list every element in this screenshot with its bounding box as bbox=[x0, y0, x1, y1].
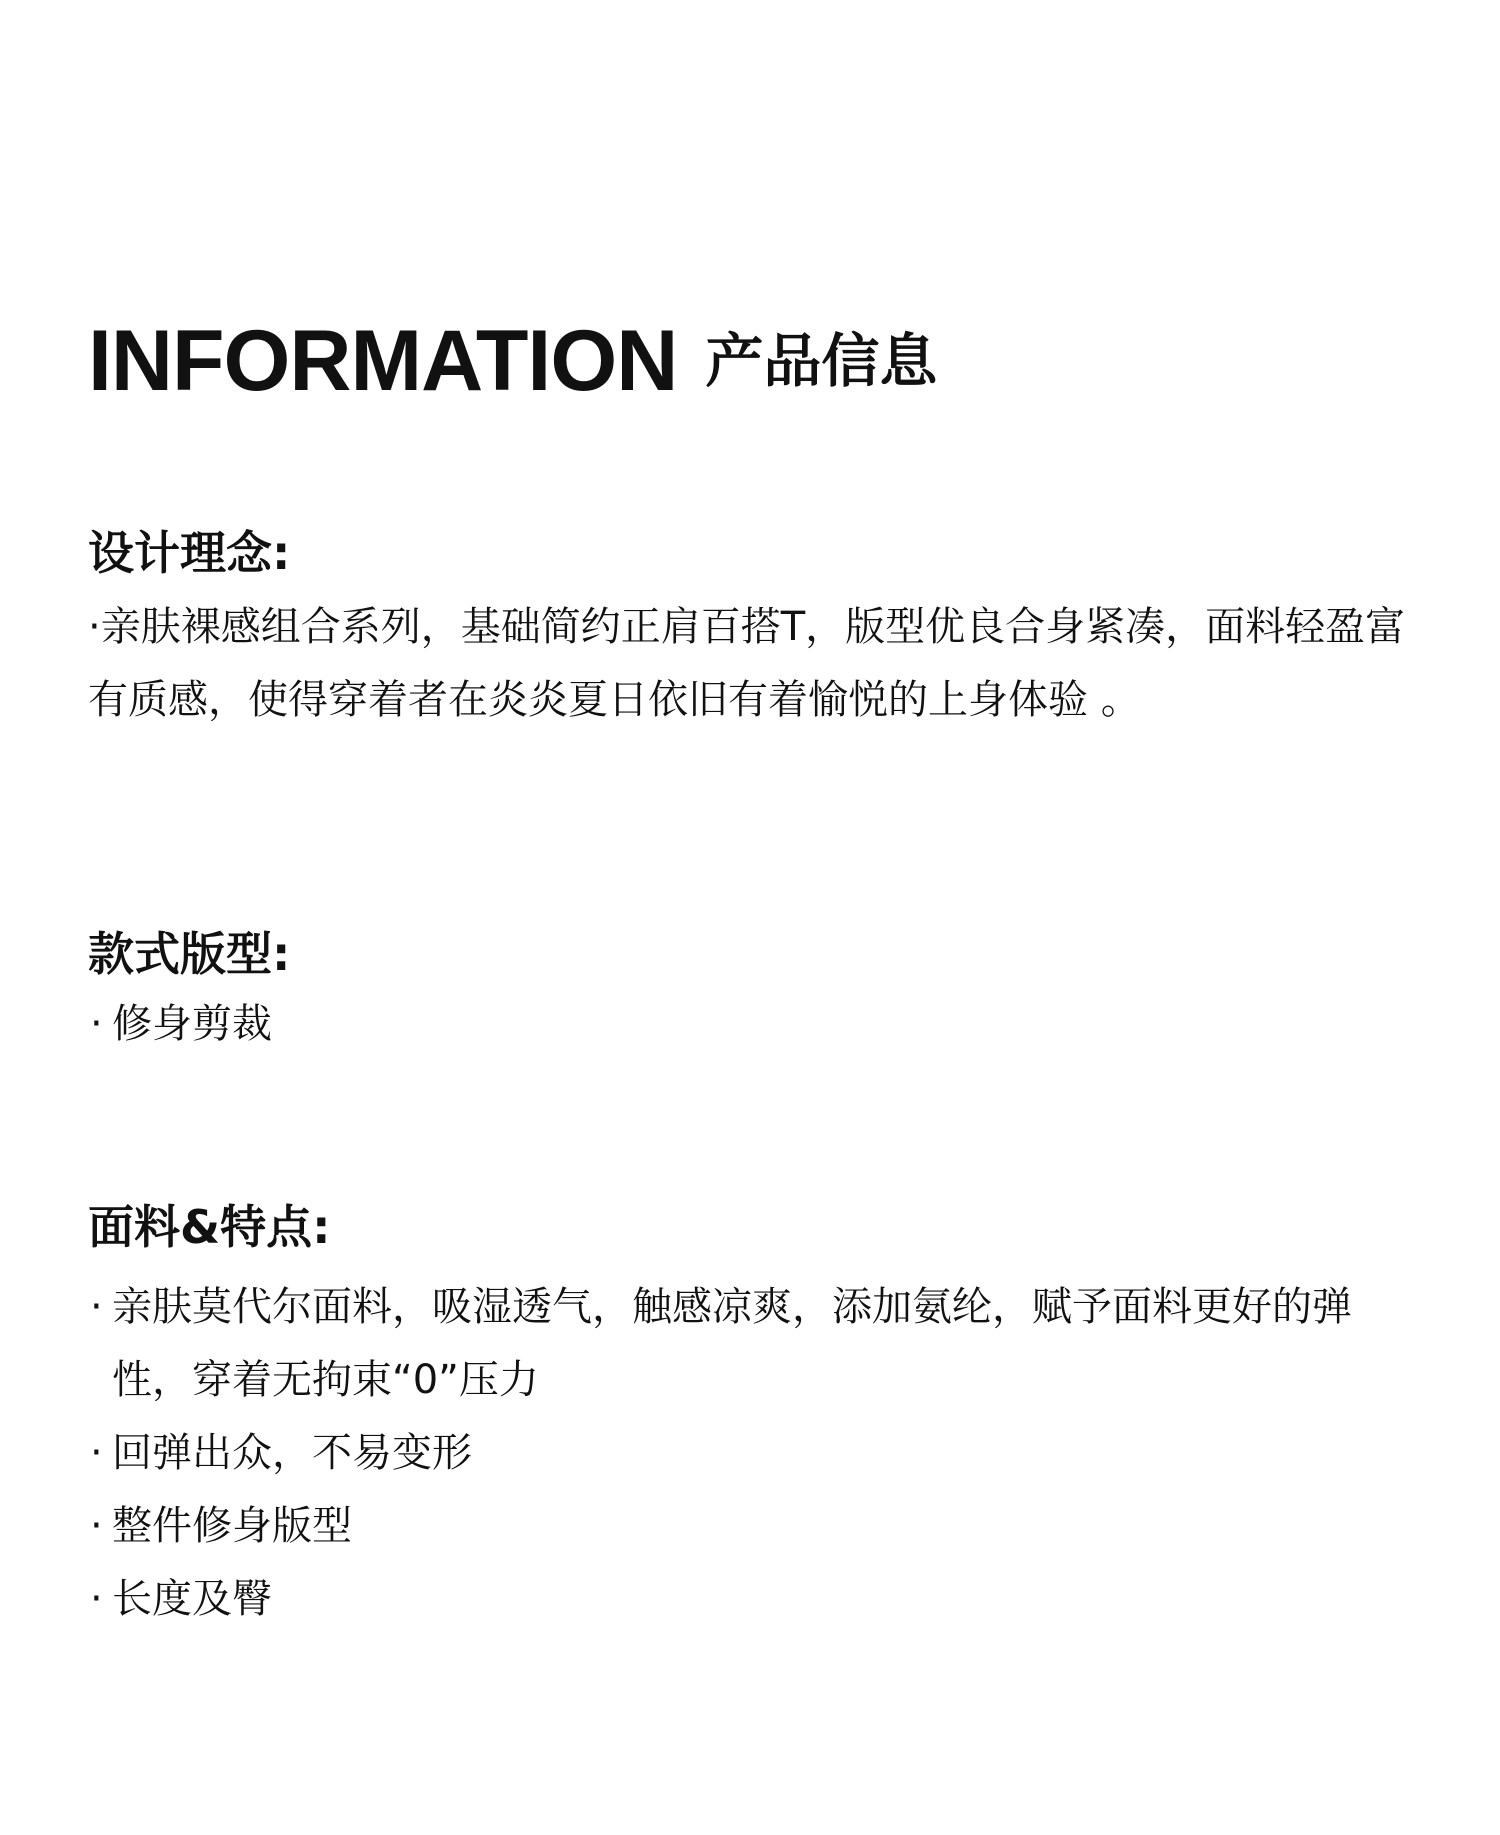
list-item bbox=[88, 1563, 1418, 1636]
bullet-dot: · bbox=[90, 1284, 103, 1330]
bullet-dot: · bbox=[90, 1430, 103, 1476]
design-concept-text bbox=[88, 591, 1418, 737]
design-concept-section bbox=[88, 523, 1418, 737]
list-item bbox=[88, 1490, 1418, 1563]
list-item-text: 修身剪裁 bbox=[112, 1001, 272, 1047]
list-item-text: 亲肤莫代尔面料，吸湿透气，触感凉爽，添加氨纶，赋予面料更好的弹性，穿着无拘束“0”压力 bbox=[112, 1284, 1352, 1403]
bullet-dot: · bbox=[90, 1576, 103, 1622]
style-fit-heading: 款式版型: bbox=[88, 927, 291, 981]
list-item-text: 回弹出众，不易变形 bbox=[112, 1430, 472, 1476]
fabric-features-list bbox=[88, 1271, 1418, 1636]
style-fit-list bbox=[88, 988, 1418, 1061]
list-item bbox=[88, 1417, 1418, 1490]
design-concept-body bbox=[88, 591, 1418, 737]
list-item bbox=[88, 1271, 1418, 1417]
bullet-dot: · bbox=[88, 604, 101, 650]
bullet-dot: · bbox=[90, 1001, 103, 1047]
fabric-features-heading: 面料&特点: bbox=[88, 1200, 331, 1254]
page-title-english: INFORMATION bbox=[88, 313, 678, 409]
design-concept-paragraph: 亲肤裸感组合系列，基础简约正肩百搭T，版型优良合身紧凑，面料轻盈富有质感，使得穿着者在炎炎夏日依旧有着愉悦的上身体验 。 bbox=[88, 604, 1406, 723]
list-item-text: 整件修身版型 bbox=[112, 1503, 352, 1549]
bullet-dot: · bbox=[90, 1503, 103, 1549]
list-item bbox=[88, 988, 1418, 1061]
style-fit-section bbox=[88, 924, 1418, 1061]
page-title bbox=[88, 313, 938, 409]
page-title-chinese: 产品信息 bbox=[705, 327, 938, 395]
design-concept-heading: 设计理念: bbox=[88, 526, 291, 580]
list-item-text: 长度及臀 bbox=[112, 1576, 272, 1622]
fabric-features-section bbox=[88, 1197, 1418, 1636]
